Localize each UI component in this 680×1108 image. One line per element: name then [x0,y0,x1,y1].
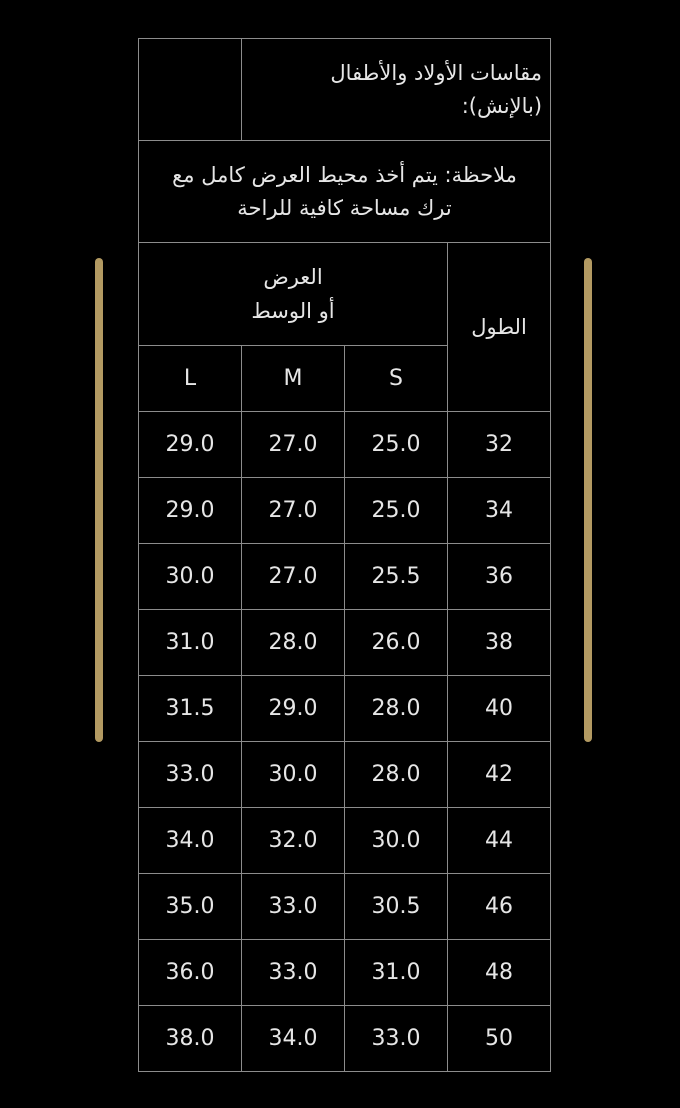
cell-s: 31.0 [345,940,448,1006]
table-row [139,808,551,874]
table-row [139,412,551,478]
width-header-line-1: العرض [263,265,323,289]
title-row [139,39,551,141]
cell-l: 29.0 [139,478,242,544]
table-title-line-2: (بالإنش): [461,93,543,118]
cell-m: 33.0 [242,874,345,940]
cell-length: 48 [448,940,551,1006]
cell-length: 50 [448,1006,551,1072]
size-header-m: M [242,346,345,412]
cell-s: 30.5 [345,874,448,940]
cell-m: 34.0 [242,1006,345,1072]
cell-s: 26.0 [345,610,448,676]
width-header [139,243,448,346]
cell-l: 38.0 [139,1006,242,1072]
table-row [139,478,551,544]
size-header-l: L [139,346,242,412]
cell-l: 36.0 [139,940,242,1006]
table-title-line-1: مقاسات الأولاد والأطفال [330,60,543,85]
cell-m: 27.0 [242,478,345,544]
cell-s: 25.0 [345,412,448,478]
size-chart-table [138,38,551,1072]
table-row [139,610,551,676]
cell-m: 33.0 [242,940,345,1006]
cell-l: 33.0 [139,742,242,808]
cell-s: 25.0 [345,478,448,544]
table-note-line-1: ملاحظة: يتم أخذ محيط العرض كامل مع [172,162,517,187]
cell-l: 31.0 [139,610,242,676]
right-scroll-indicator[interactable] [584,258,592,742]
empty-corner-cell [139,39,242,141]
cell-length: 34 [448,478,551,544]
cell-length: 32 [448,412,551,478]
cell-s: 30.0 [345,808,448,874]
table-row [139,544,551,610]
cell-length: 36 [448,544,551,610]
cell-length: 38 [448,610,551,676]
cell-s: 25.5 [345,544,448,610]
table-note-line-2: ترك مساحة كافية للراحة [237,195,452,220]
table-note [139,141,551,243]
cell-length: 44 [448,808,551,874]
cell-m: 32.0 [242,808,345,874]
cell-l: 35.0 [139,874,242,940]
cell-s: 28.0 [345,742,448,808]
cell-length: 40 [448,676,551,742]
width-header-line-2: أو الوسط [251,299,335,323]
table-row [139,676,551,742]
cell-m: 28.0 [242,610,345,676]
table-row [139,742,551,808]
note-row [139,141,551,243]
table-row [139,940,551,1006]
table-row [139,874,551,940]
cell-m: 27.0 [242,544,345,610]
left-scroll-indicator[interactable] [95,258,103,742]
cell-m: 30.0 [242,742,345,808]
cell-s: 28.0 [345,676,448,742]
cell-s: 33.0 [345,1006,448,1072]
table-row [139,1006,551,1072]
cell-l: 29.0 [139,412,242,478]
cell-m: 27.0 [242,412,345,478]
cell-length: 46 [448,874,551,940]
cell-m: 29.0 [242,676,345,742]
cell-l: 31.5 [139,676,242,742]
cell-length: 42 [448,742,551,808]
table-title [242,39,551,141]
size-header-s: S [345,346,448,412]
cell-l: 30.0 [139,544,242,610]
header-row [139,243,551,346]
length-header: الطول [448,243,551,412]
cell-l: 34.0 [139,808,242,874]
